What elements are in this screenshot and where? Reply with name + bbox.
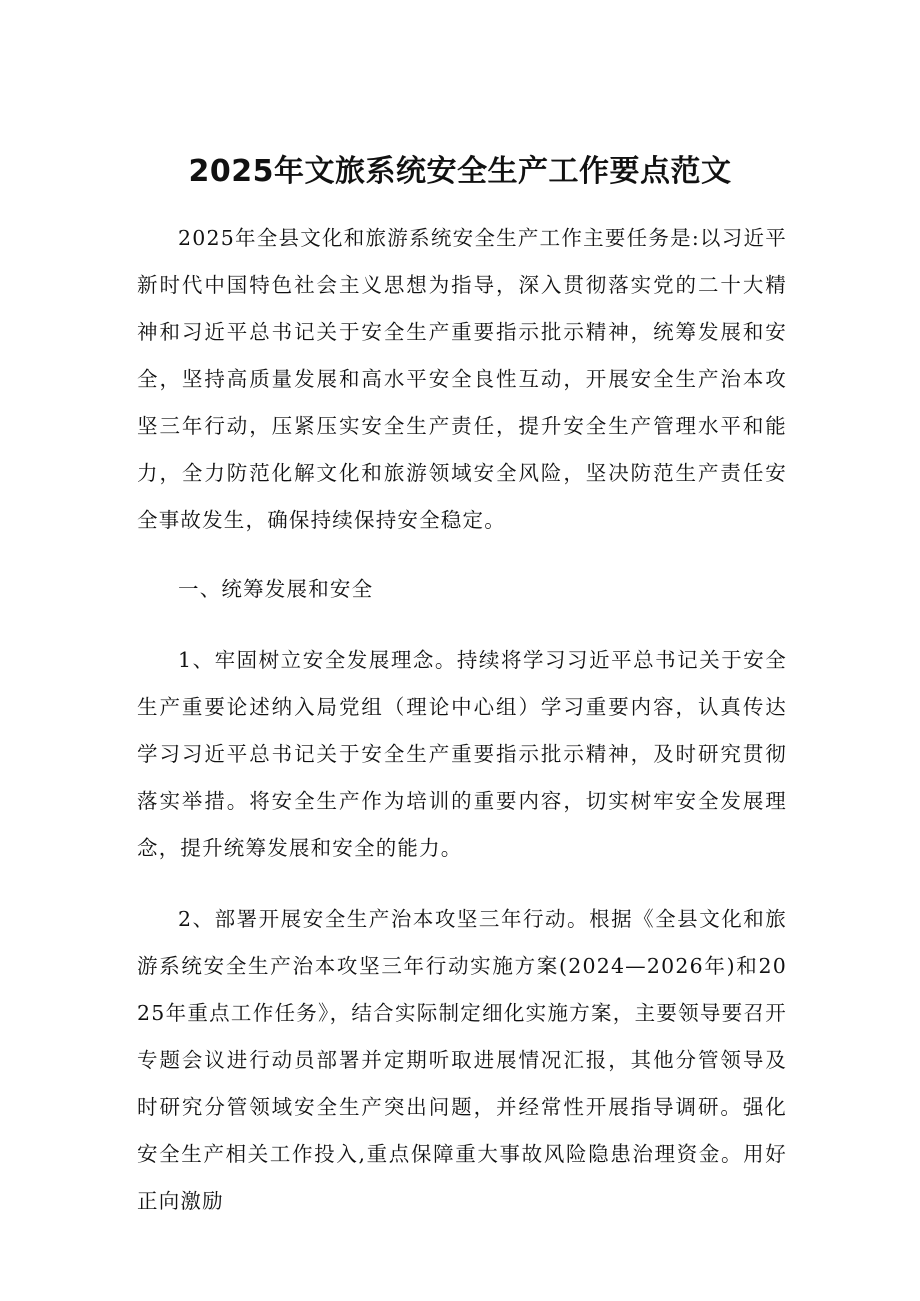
section-heading: 一、统筹发展和安全 <box>178 577 374 601</box>
document-body <box>137 215 787 1225</box>
item-paragraph-1: 1、牢固树立安全发展理念。持续将学习习近平总书记关于安全生产重要论述纳入局党组（理论中心组）学习重要内容，认真传达学习习近平总书记关于安全生产重要指示批示精神，及时研究贯彻落实举措。将安全生产作为培训的重要内容，切实树牢安全发展理念，提升统筹发展和安全的能力。 <box>137 648 787 860</box>
item-paragraph-2: 2、部署开展安全生产治本攻坚三年行动。根据《全县文化和旅游系统安全生产治本攻坚三年行动实施方案(2024—2026年)和2025年重点工作任务》，结合实际制定细化实施方案，主要领导要召开专题会议进行动员部署并定期听取进展情况汇报，其他分管领导及时研究分管领域安全生产突出问题，并经常性开展指导调研。强化安全生产相关工作投入,重点保障重大事故风险隐患治理资金。用好正向激励 <box>137 907 787 1213</box>
document-title: 2025年文旅系统安全生产工作要点范文 <box>188 154 732 189</box>
intro-paragraph: 2025年全县文化和旅游系统安全生产工作主要任务是:以习近平新时代中国特色社会主义思想为指导，深入贯彻落实党的二十大精神和习近平总书记关于安全生产重要指示批示精神，统筹发展和安全，坚持高质量发展和高水平安全良性互动，开展安全生产治本攻坚三年行动，压紧压实安全生产责任，提升安全生产管理水平和能力，全力防范化解文化和旅游领域安全风险，坚决防范生产责任安全事故发生，确保持续保持安全稳定。 <box>137 226 787 532</box>
